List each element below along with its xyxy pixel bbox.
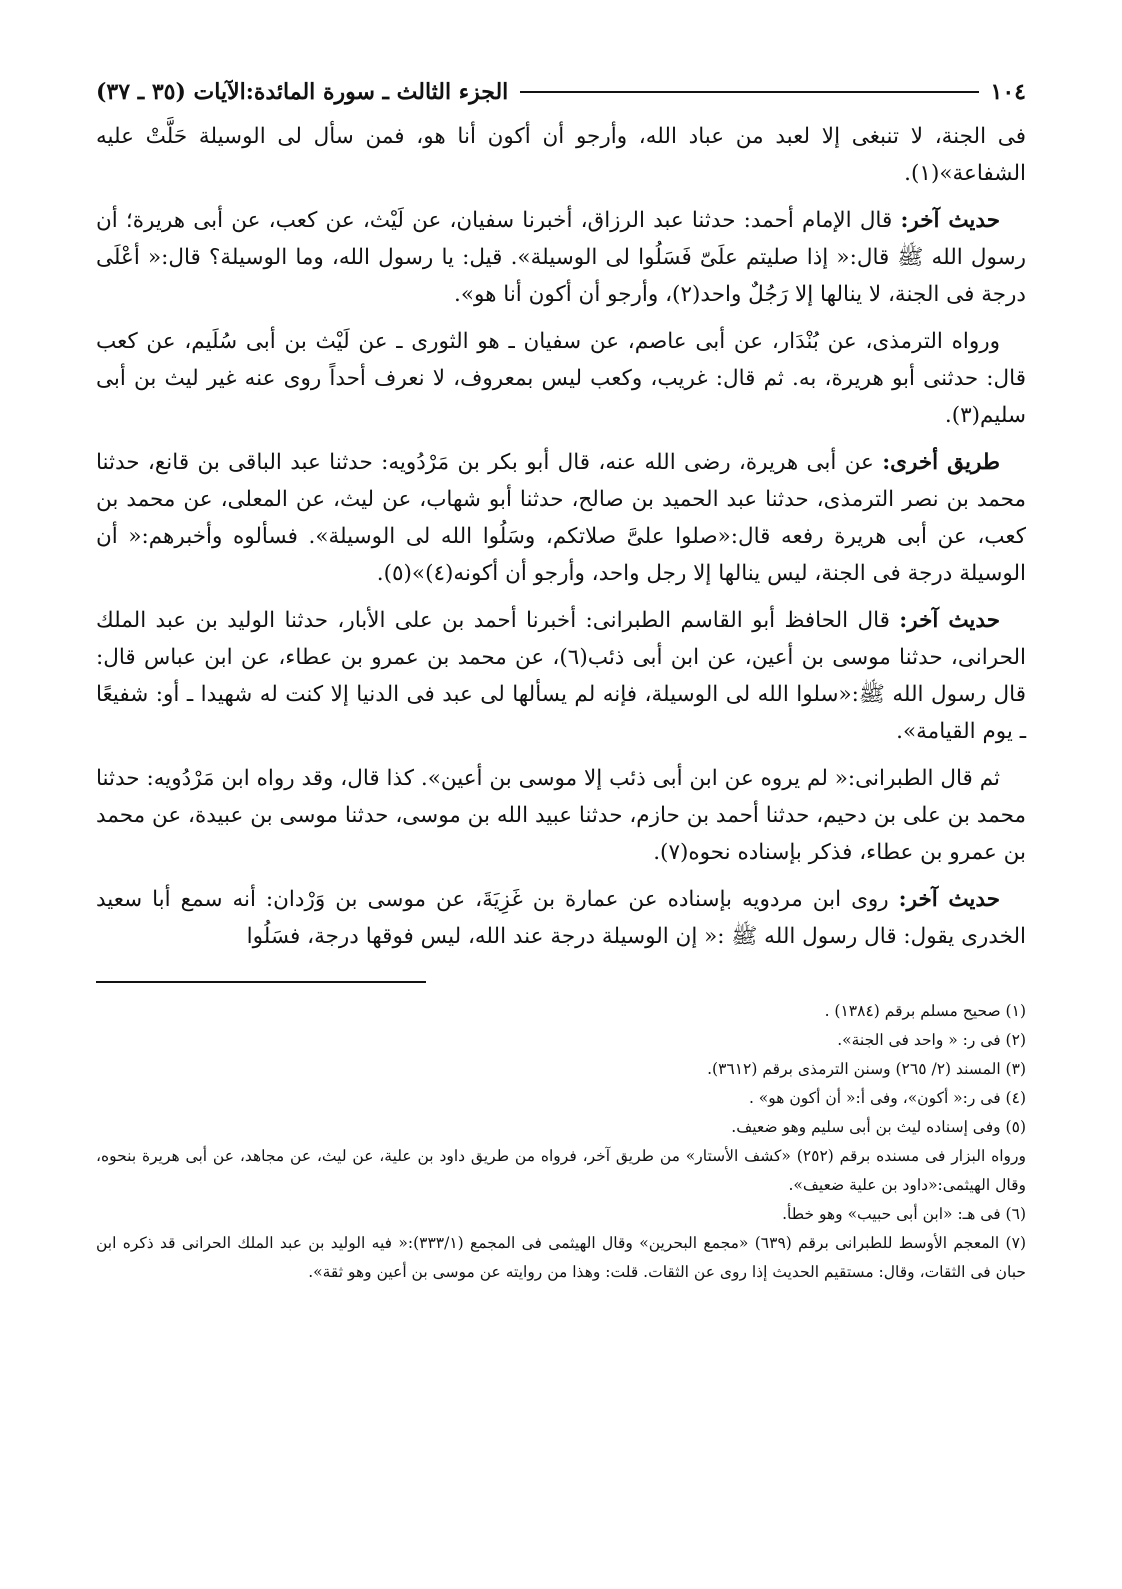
footnote: (٢) فى ر: « واحد فى الجنة». [837, 1031, 1026, 1049]
paragraph-text: فى الجنة، لا تنبغى إلا لعبد من عباد الله، وأرجو أن أكون أنا هو، فمن سأل لى الوسيلة حَلَّتْ عليه الشفاعة»(١). [96, 124, 1026, 186]
section-lead: حديث آخر: [898, 887, 1000, 912]
paragraph [96, 602, 1026, 750]
running-title: الجزء الثالث ـ سورة المائدة:الآيات (٣٥ ـ ٣٧) [96, 79, 509, 105]
footnote-separator [96, 981, 426, 983]
paragraph [96, 760, 1026, 871]
footnote: (٦) فى هـ: «ابن أبى حبيب» وهو خطأ. [782, 1205, 1026, 1223]
page-header [96, 70, 1026, 114]
paragraph [96, 202, 1026, 313]
paragraph [96, 444, 1026, 592]
footnote: (٣) المسند (٢/ ٢٦٥) وسنن الترمذى برقم (٣٦١٢). [707, 1060, 1026, 1078]
paragraph-text: ورواه الترمذى، عن بُنْدَار، عن أبى عاصم، عن سفيان ـ هو الثورى ـ عن لَيْث بن أبى سُلَيم، عن كعب قال: حدثنى أبو هريرة، به. ثم قال: غريب، وكعب ليس بمعروف، لا نعرف أحداً روى عنه غير ليث بن أبى سليم(٣). [96, 329, 1026, 428]
section-lead: طريق أخرى: [882, 450, 1000, 475]
footnote: ورواه البزار فى مسنده برقم (٢٥٢) «كشف الأستار» من طريق آخر، فرواه من طريق داود بن علية، عن ليث، عن مجاهد، عن أبى هريرة بنحوه، وقال الهيثمى:«داود بن علية ضعيف». [96, 1147, 1026, 1194]
main-text [96, 118, 1026, 955]
section-lead: حديث آخر: [900, 208, 1000, 233]
paragraph [96, 881, 1026, 955]
paragraph-text: قال الإمام أحمد: حدثنا عبد الرزاق، أخبرنا سفيان، عن لَيْث، عن كعب، عن أبى هريرة؛ أن رسول الله ﷺ قال:« إذا صليتم علَىّ فَسَلُوا لى الوسيلة». قيل: يا رسول الله، وما الوسيلة؟ قال:« أعْلَى درجة فى الجنة، لا ينالها إلا رَجُلٌ واحد(٢)، وأرجو أن أكون أنا هو». [96, 208, 1026, 307]
book-page [96, 70, 1026, 1287]
section-lead: حديث آخر: [899, 608, 1000, 633]
page-number: ١٠٤ [990, 79, 1026, 105]
footnote: (٥) وفى إسناده ليث بن أبى سليم وهو ضعيف. [731, 1118, 1026, 1136]
footnote: (٤) فى ر:« أكون»، وفى أ:« أن أكون هو» . [748, 1089, 1026, 1107]
footnote: (٧) المعجم الأوسط للطبرانى برقم (٦٣٩) «مجمع البحرين» وقال الهيثمى فى المجمع (٣٣٣/١):« فيه الوليد بن عبد الملك الحرانى قد ذكره ابن حبان فى الثقات، وقال: مستقيم الحديث إذا روى عن الثقات. قلت: وهذا من روايته عن موسى بن أعين وهو ثقة». [96, 1234, 1026, 1281]
header-rule [520, 91, 978, 93]
footnotes [96, 997, 1026, 1287]
paragraph-text: ثم قال الطبرانى:« لم يروه عن ابن أبى ذئب إلا موسى بن أعين». كذا قال، وقد رواه ابن مَرْدُويه: حدثنا محمد بن على بن دحيم، حدثنا أحمد بن حازم، حدثنا عبيد الله بن موسى، حدثنا موسى بن عبيدة، عن محمد بن عمرو بن عطاء، فذكر بإسناده نحوه(٧). [96, 766, 1026, 865]
paragraph-text: قال الحافظ أبو القاسم الطبرانى: أخبرنا أحمد بن على الأبار، حدثنا الوليد بن عبد الملك الحرانى، حدثنا موسى بن أعين، عن ابن أبى ذئب(٦)، عن محمد بن عمرو بن عطاء، عن ابن عباس قال: قال رسول الله ﷺ:«سلوا الله لى الوسيلة، فإنه لم يسألها لى عبد فى الدنيا إلا كنت له شهيدا ـ أو: شفيعًا ـ يوم القيامة». [96, 608, 1026, 744]
footnote: (١) صحيح مسلم برقم (١٣٨٤) . [824, 1002, 1026, 1020]
paragraph-text: روى ابن مردويه بإسناده عن عمارة بن غَزِيَةَ، عن موسى بن وَرْدان: أنه سمع أبا سعيد الخدرى يقول: قال رسول الله ﷺ :« إن الوسيلة درجة عند الله، ليس فوقها درجة، فسَلُوا [96, 887, 1026, 949]
paragraph [96, 323, 1026, 434]
paragraph-text: عن أبى هريرة، رضى الله عنه، قال أبو بكر بن مَرْدُويه: حدثنا عبد الباقى بن قانع، حدثنا محمد بن نصر الترمذى، حدثنا عبد الحميد بن صالح، حدثنا أبو شهاب، عن ليث، عن المعلى، عن محمد بن كعب، عن أبى هريرة رفعه قال:«صلوا علىَّ صلاتكم، وسَلُوا الله لى الوسيلة». فسألوه وأخبرهم:« أن الوسيلة درجة فى الجنة، ليس ينالها إلا رجل واحد، وأرجو أن أكونه(٤)»(٥). [96, 450, 1026, 586]
paragraph [96, 118, 1026, 192]
